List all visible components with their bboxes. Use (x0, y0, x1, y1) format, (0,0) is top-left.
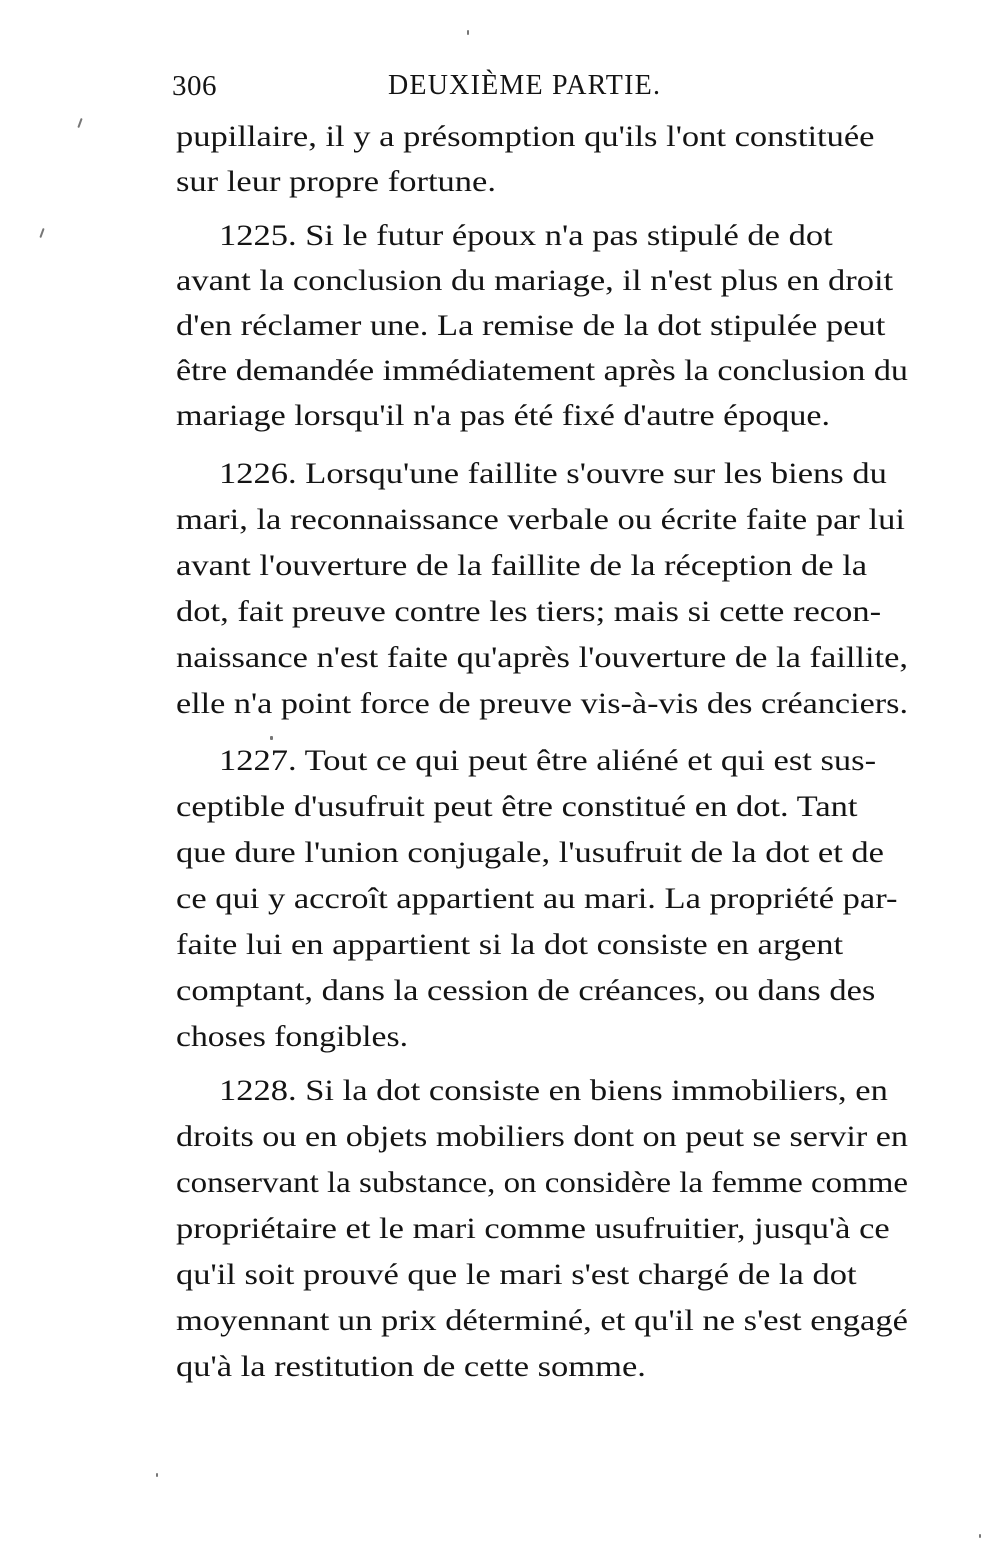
text-line: ce qui y accroît appartient au mari. La propriété par- (176, 882, 898, 915)
text-line: mariage lorsqu'il n'a pas été fixé d'autre époque. (176, 399, 830, 432)
text-line: pupillaire, il y a présomption qu'ils l'ont constituée (176, 120, 875, 153)
text-line: avant l'ouverture de la faillite de la réception de la (176, 549, 868, 582)
text-line: elle n'a point force de preuve vis-à-vis des créanciers. (176, 687, 908, 720)
text-line: être demandée immédiatement après la conclusion du (176, 354, 908, 387)
scan-speck (39, 228, 44, 238)
text-line: mari, la reconnaissance verbale ou écrite faite par lui (176, 503, 905, 536)
text-line: sur leur propre fortune. (176, 165, 496, 198)
text-line: d'en réclamer une. La remise de la dot stipulée peut (176, 309, 886, 342)
text-line: qu'il soit prouvé que le mari s'est chargé de la dot (176, 1258, 857, 1291)
paragraph-1227-first-line: 1227. Tout ce qui peut être aliéné et qui est sus- (219, 744, 877, 777)
paragraph-1225-first-line: 1225. Si le futur époux n'a pas stipulé de dot (219, 219, 833, 252)
text-line: choses fongibles. (176, 1020, 408, 1053)
text-line: propriétaire et le mari comme usufruitier, jusqu'à ce (176, 1212, 890, 1245)
running-head: DEUXIÈME PARTIE. (388, 70, 662, 101)
text-line: que dure l'union conjugale, l'usufruit de la dot et de (176, 836, 885, 869)
text-line: comptant, dans la cession de créances, ou dans des (176, 974, 876, 1007)
page-header (172, 70, 912, 110)
text-line: dot, fait preuve contre les tiers; mais si cette recon- (176, 595, 882, 628)
text-line: conservant la substance, on considère la femme comme (176, 1166, 908, 1199)
text-line: qu'à la restitution de cette somme. (176, 1350, 646, 1383)
paragraph-1228-first-line: 1228. Si la dot consiste en biens immobiliers, en (219, 1074, 888, 1107)
scan-speck (467, 30, 469, 35)
text-line: avant la conclusion du mariage, il n'est plus en droit (176, 264, 894, 297)
paragraph-1226-first-line: 1226. Lorsqu'une faillite s'ouvre sur les biens du (219, 457, 887, 490)
scan-speck (270, 736, 273, 740)
page-number: 306 (172, 70, 217, 102)
text-line: ceptible d'usufruit peut être constitué en dot. Tant (176, 790, 858, 823)
text-line: droits ou en objets mobiliers dont on peut se servir en (176, 1120, 909, 1153)
text-line: faite lui en appartient si la dot consiste en argent (176, 928, 844, 961)
scan-speck (979, 1534, 981, 1538)
scan-speck (156, 1473, 158, 1477)
scan-speck (77, 118, 82, 128)
text-line: naissance n'est faite qu'après l'ouverture de la faillite, (176, 641, 908, 674)
text-line: moyennant un prix déterminé, et qu'il ne s'est engagé (176, 1304, 908, 1337)
